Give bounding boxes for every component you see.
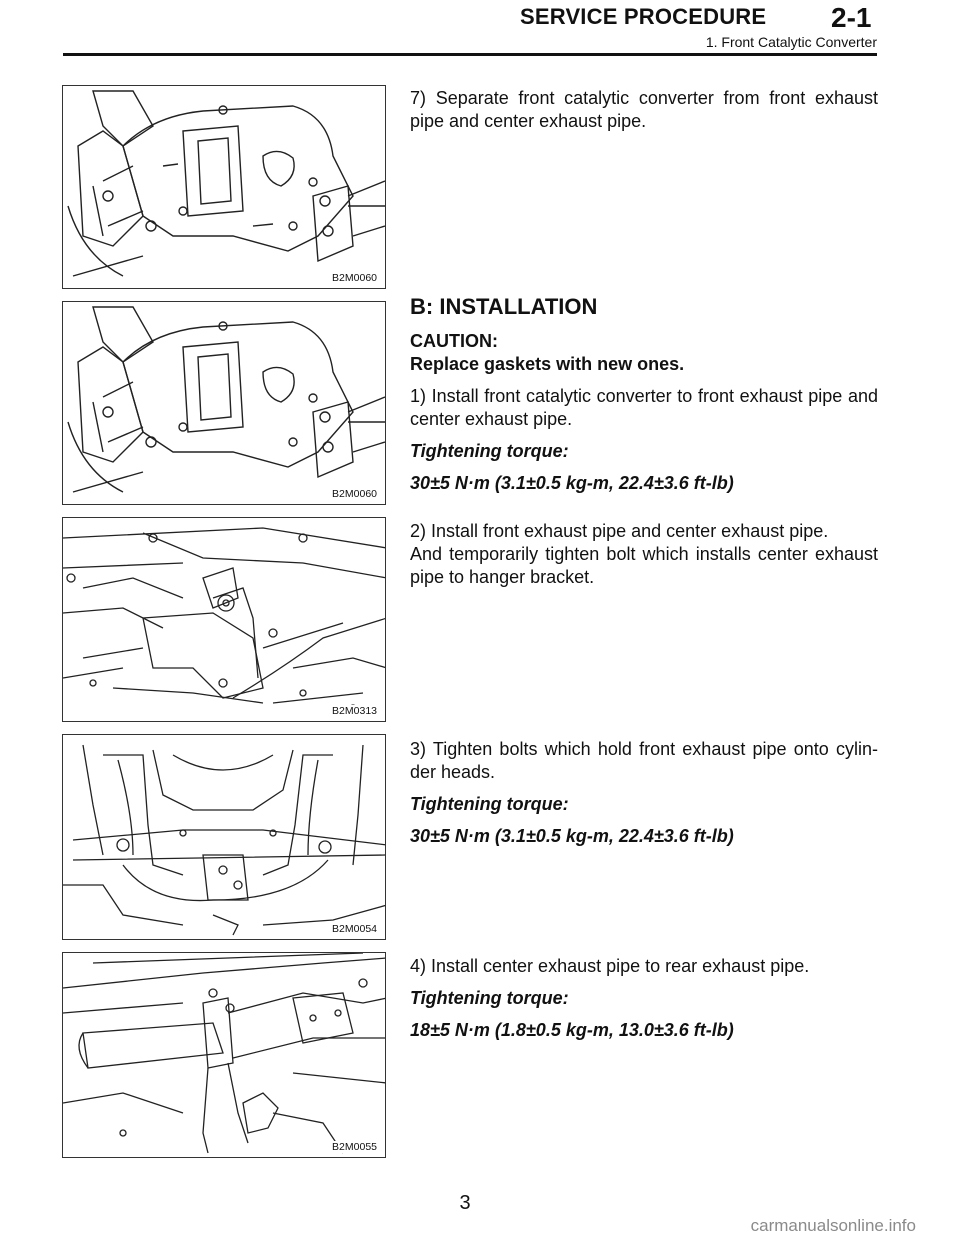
torque-label: Tightening torque: <box>410 441 569 461</box>
step-2-line-2: And temporarily tighten bolt which installs center exhaust pipe to hanger bracket. <box>410 544 878 587</box>
section-heading: B: INSTALLATION <box>410 294 598 319</box>
step-7-block <box>410 87 878 142</box>
front-exhaust-pipe-illustration-icon <box>63 735 386 940</box>
caution-text: Replace gaskets with new ones. <box>410 354 685 374</box>
step-1-torque: 30±5 N·m (3.1±0.5 kg-m, 22.4±3.6 ft-lb) <box>410 473 734 493</box>
step-3-block <box>410 738 878 857</box>
installation-section <box>410 295 878 504</box>
figure-code: B2M0060 <box>332 272 377 284</box>
figure-rear-exhaust-pipe <box>62 952 386 1158</box>
header-divider <box>63 53 877 56</box>
catalytic-converter-illustration-icon <box>63 86 386 289</box>
figure-catalytic-converter-1 <box>62 85 386 289</box>
step-4-block <box>410 955 878 1051</box>
step-3-torque: 30±5 N·m (3.1±0.5 kg-m, 22.4±3.6 ft-lb) <box>410 826 734 846</box>
chapter-code: 2-1 <box>831 2 872 33</box>
step-3-text: 3) Tighten bolts which hold front exhaust pipe onto cylin- der heads. <box>410 739 878 782</box>
figure-front-exhaust-pipe <box>62 734 386 940</box>
figure-code: B2M0055 <box>332 1141 377 1153</box>
step-7-text: 7) Separate front catalytic converter from front exhaust pipe and center exhaust pipe. <box>410 88 878 131</box>
rear-exhaust-pipe-illustration-icon <box>63 953 386 1158</box>
hanger-bracket-illustration-icon <box>63 518 386 722</box>
chapter-subtitle: 1. Front Catalytic Converter <box>705 34 877 50</box>
page-number: 3 <box>459 1192 471 1214</box>
catalytic-converter-illustration-icon <box>63 302 386 505</box>
step-2-line-1: 2) Install front exhaust pipe and center exhaust pipe. <box>410 521 829 541</box>
figure-code: B2M0313 <box>332 705 377 717</box>
watermark: carmanualsonline.info <box>750 1216 916 1235</box>
step-2-block <box>410 520 878 598</box>
figure-hanger-bracket <box>62 517 386 722</box>
torque-label: Tightening torque: <box>410 988 569 1008</box>
figure-catalytic-converter-2 <box>62 301 386 505</box>
torque-label: Tightening torque: <box>410 794 569 814</box>
figure-code: B2M0060 <box>332 488 377 500</box>
step-4-torque: 18±5 N·m (1.8±0.5 kg-m, 13.0±3.6 ft-lb) <box>410 1020 734 1040</box>
step-1-text: 1) Install front catalytic converter to front exhaust pipe and center exhaust pipe. <box>410 386 878 429</box>
figure-code: B2M0054 <box>332 923 377 935</box>
section-header-title: SERVICE PROCEDURE <box>520 4 767 29</box>
caution-label: CAUTION: <box>410 331 498 351</box>
step-4-text: 4) Install center exhaust pipe to rear exhaust pipe. <box>410 956 810 976</box>
